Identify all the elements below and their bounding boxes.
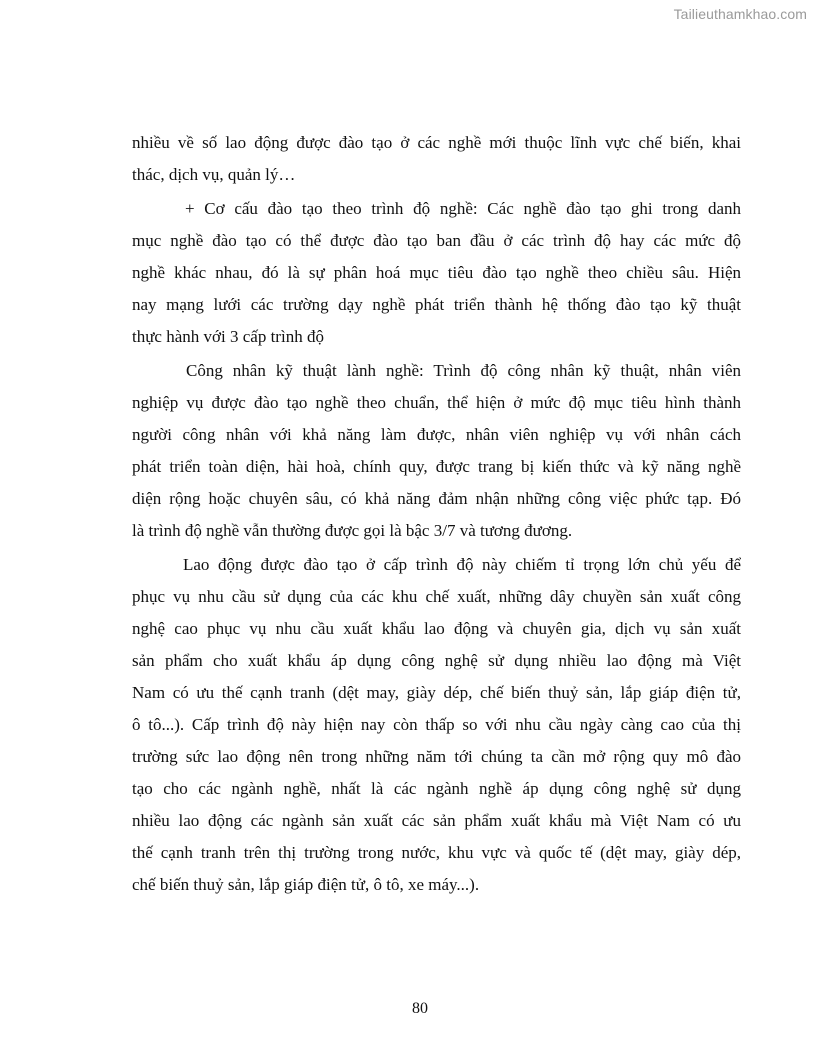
paragraph-4 [132, 549, 741, 901]
text-line: thác, dịch vụ, quản lý… [132, 165, 296, 184]
text-line: nhiều về số lao động được đào tạo ở các nghề mới thuộc lĩnh vực chế biến, khai [132, 133, 741, 152]
text-line: ô tô...). Cấp trình độ này hiện nay còn thấp so với nhu cầu ngày càng cao của thị [132, 715, 741, 734]
text-line: nay mạng lưới các trường dạy nghề phát triển thành hệ thống đào tạo kỹ thuật [132, 295, 741, 314]
text-line: mục nghề đào tạo có thể được đào tạo ban đầu ở các trình độ hay các mức độ [132, 231, 741, 250]
paragraph-1 [132, 127, 741, 191]
text-line: phục vụ nhu cầu sử dụng của các khu chế xuất, những dây chuyền sản xuất công [132, 587, 741, 606]
text-line: nghệ cao phục vụ nhu cầu xuất khẩu lao động và chuyên gia, dịch vụ sản xuất [132, 619, 741, 638]
text-line: nghề khác nhau, đó là sự phân hoá mục tiêu đào tạo nghề theo chiều sâu. Hiện [132, 263, 741, 282]
text-line: thực hành với 3 cấp trình độ [132, 327, 324, 346]
text-line: tạo cho các ngành nghề, nhất là các ngành nghề áp dụng công nghệ sử dụng [132, 779, 741, 798]
document-body [132, 127, 741, 901]
paragraph-3 [132, 355, 741, 547]
text-line: thế cạnh tranh trên thị trường trong nước, khu vực và quốc tế (dệt may, giày dép, [132, 843, 741, 862]
text-line: Nam có ưu thế cạnh tranh (dệt may, giày dép, chế biến thuỷ sản, lắp giáp điện tử, [132, 683, 741, 702]
text-line: nghiệp vụ được đào tạo nghề theo chuẩn, thể hiện ở mức độ mục tiêu hình thành [132, 393, 741, 412]
watermark-text: Tailieuthamkhao.com [673, 6, 807, 22]
text-line: Công nhân kỹ thuật lành nghề: Trình độ công nhân kỹ thuật, nhân viên [186, 361, 741, 380]
text-line: chế biến thuỷ sản, lắp giáp điện tử, ô tô, xe máy...). [132, 875, 480, 894]
text-line: diện rộng hoặc chuyên sâu, có khả năng đảm nhận những công việc phức tạp. Đó [132, 489, 741, 508]
text-line: + Cơ cấu đào tạo theo trình độ nghề: Các nghề đào tạo ghi trong danh [185, 199, 741, 218]
text-line: người công nhân với khả năng làm được, nhân viên nghiệp vụ với nhân cách [132, 425, 741, 444]
text-line: Lao động được đào tạo ở cấp trình độ này chiếm tỉ trọng lớn chủ yếu để [183, 555, 741, 574]
text-line: nhiều lao động các ngành sản xuất các sản phẩm xuất khẩu mà Việt Nam có ưu [132, 811, 741, 830]
paragraph-2 [132, 193, 741, 353]
text-line: trường sức lao động nên trong những năm tới chúng ta cần mở rộng quy mô đào [132, 747, 741, 766]
text-line: sản phẩm cho xuất khẩu áp dụng công nghệ sử dụng nhiều lao động mà Việt [132, 651, 741, 670]
text-line: là trình độ nghề vẫn thường được gọi là bậc 3/7 và tương đương. [132, 521, 573, 540]
text-line: phát triển toàn diện, hài hoà, chính quy, được trang bị kiến thức và kỹ năng nghề [132, 457, 741, 476]
page-number: 80 [412, 1000, 428, 1017]
